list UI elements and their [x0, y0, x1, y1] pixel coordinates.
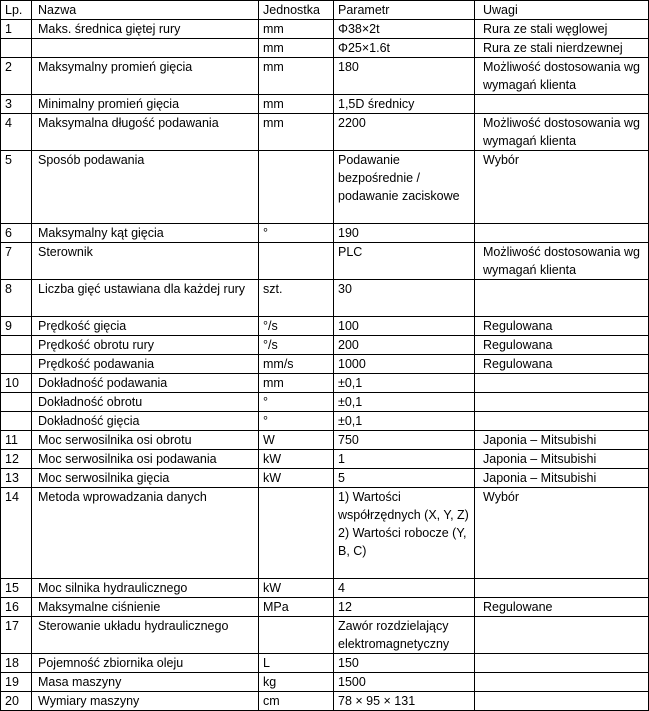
cell-param: 2200 [334, 114, 475, 151]
cell-lp: 7 [1, 243, 32, 280]
table-row [1, 488, 649, 579]
cell-note: Rura ze stali węglowej [475, 20, 649, 39]
cell-param: 30 [334, 280, 475, 317]
cell-unit: W [259, 431, 334, 450]
cell-unit: °/s [259, 317, 334, 336]
cell-lp: 3 [1, 95, 32, 114]
cell-lp: 1 [1, 20, 32, 39]
cell-note [475, 280, 649, 317]
cell-param: 1000 [334, 355, 475, 374]
cell-unit: mm/s [259, 355, 334, 374]
cell-unit: mm [259, 374, 334, 393]
table-row [1, 469, 649, 488]
cell-lp: 13 [1, 469, 32, 488]
table-header-row [1, 1, 649, 20]
param-line-1: 1) Wartości współrzędnych (X, Y, Z) [338, 490, 469, 522]
cell-unit: ° [259, 224, 334, 243]
cell-name: Maksymalne ciśnienie [32, 598, 259, 617]
cell-param: ±0,1 [334, 374, 475, 393]
cell-param: Podawanie bezpośrednie / podawanie zaciskowe [334, 151, 475, 224]
cell-name: Pojemność zbiornika oleju [32, 654, 259, 673]
cell-lp: 10 [1, 374, 32, 393]
cell-unit: °/s [259, 336, 334, 355]
cell-name: Moc silnika hydraulicznego [32, 579, 259, 598]
table-row [1, 280, 649, 317]
cell-param: Zawór rozdzielający elektromagnetyczny [334, 617, 475, 654]
cell-note [475, 95, 649, 114]
cell-param: 150 [334, 654, 475, 673]
cell-lp [1, 412, 32, 431]
cell-note: Rura ze stali nierdzewnej [475, 39, 649, 58]
header-unit: Jednostka [259, 1, 334, 20]
cell-unit: L [259, 654, 334, 673]
cell-note: Możliwość dostosowania wg wymagań klienta [475, 243, 649, 280]
cell-name: Metoda wprowadzania danych [32, 488, 259, 579]
cell-note [475, 224, 649, 243]
table-row [1, 598, 649, 617]
cell-note [475, 673, 649, 692]
cell-unit: kW [259, 579, 334, 598]
cell-param: PLC [334, 243, 475, 280]
cell-param: 78 × 95 × 131 [334, 692, 475, 711]
cell-unit [259, 243, 334, 280]
table-row [1, 654, 649, 673]
cell-param [334, 488, 475, 579]
cell-name: Maksymalny kąt gięcia [32, 224, 259, 243]
cell-param: ±0,1 [334, 412, 475, 431]
cell-name: Dokładność podawania [32, 374, 259, 393]
table-row [1, 39, 649, 58]
cell-param: 180 [334, 58, 475, 95]
table-row [1, 151, 649, 224]
cell-unit: mm [259, 114, 334, 151]
cell-unit: mm [259, 39, 334, 58]
table-row [1, 336, 649, 355]
cell-name: Masa maszyny [32, 673, 259, 692]
cell-param: ±0,1 [334, 393, 475, 412]
cell-param: 12 [334, 598, 475, 617]
cell-lp: 6 [1, 224, 32, 243]
cell-note: Regulowane [475, 598, 649, 617]
cell-lp: 17 [1, 617, 32, 654]
table-row [1, 617, 649, 654]
cell-note [475, 654, 649, 673]
cell-unit: MPa [259, 598, 334, 617]
table-row [1, 243, 649, 280]
cell-name: Liczba gięć ustawiana dla każdej rury [32, 280, 259, 317]
header-name: Nazwa [32, 1, 259, 20]
cell-name: Prędkość obrotu rury [32, 336, 259, 355]
table-row [1, 579, 649, 598]
cell-param: 1 [334, 450, 475, 469]
cell-lp [1, 336, 32, 355]
cell-lp: 20 [1, 692, 32, 711]
cell-lp: 5 [1, 151, 32, 224]
cell-note [475, 412, 649, 431]
cell-param: 750 [334, 431, 475, 450]
cell-note [475, 617, 649, 654]
cell-note: Regulowana [475, 317, 649, 336]
cell-param: 4 [334, 579, 475, 598]
param-line-2: 2) Wartości robocze (Y, B, C) [338, 526, 467, 558]
cell-name: Sposób podawania [32, 151, 259, 224]
cell-param: Φ38×2t [334, 20, 475, 39]
table-row [1, 431, 649, 450]
table-row [1, 355, 649, 374]
cell-name: Maksymalna długość podawania [32, 114, 259, 151]
cell-lp: 2 [1, 58, 32, 95]
cell-param: 5 [334, 469, 475, 488]
cell-note [475, 393, 649, 412]
cell-name: Wymiary maszyny [32, 692, 259, 711]
cell-name: Dokładność obrotu [32, 393, 259, 412]
cell-note: Wybór [475, 151, 649, 224]
table-row [1, 673, 649, 692]
cell-lp [1, 393, 32, 412]
cell-lp: 19 [1, 673, 32, 692]
table-row [1, 692, 649, 711]
cell-name: Dokładność gięcia [32, 412, 259, 431]
cell-lp: 9 [1, 317, 32, 336]
cell-lp: 18 [1, 654, 32, 673]
cell-unit: mm [259, 58, 334, 95]
cell-name: Moc serwosilnika gięcia [32, 469, 259, 488]
cell-unit [259, 151, 334, 224]
table-row [1, 58, 649, 95]
cell-unit [259, 617, 334, 654]
cell-name: Sterownik [32, 243, 259, 280]
cell-note [475, 374, 649, 393]
cell-lp: 16 [1, 598, 32, 617]
cell-name: Prędkość gięcia [32, 317, 259, 336]
cell-lp: 12 [1, 450, 32, 469]
cell-lp: 15 [1, 579, 32, 598]
table-row [1, 20, 649, 39]
cell-unit: cm [259, 692, 334, 711]
cell-param: 190 [334, 224, 475, 243]
cell-name: Moc serwosilnika osi obrotu [32, 431, 259, 450]
cell-name: Minimalny promień gięcia [32, 95, 259, 114]
cell-lp [1, 39, 32, 58]
cell-unit: kW [259, 469, 334, 488]
cell-param: Φ25×1.6t [334, 39, 475, 58]
table-row [1, 374, 649, 393]
cell-param: 200 [334, 336, 475, 355]
table-row [1, 95, 649, 114]
header-lp: Lp. [1, 1, 32, 20]
cell-lp: 14 [1, 488, 32, 579]
cell-param: 1,5D średnicy [334, 95, 475, 114]
cell-note: Japonia – Mitsubishi [475, 469, 649, 488]
cell-name: Maksymalny promień gięcia [32, 58, 259, 95]
table-row [1, 450, 649, 469]
cell-lp: 8 [1, 280, 32, 317]
cell-unit [259, 488, 334, 579]
table-row [1, 317, 649, 336]
cell-note: Regulowana [475, 336, 649, 355]
cell-name [32, 39, 259, 58]
cell-note [475, 579, 649, 598]
cell-param: 100 [334, 317, 475, 336]
cell-note: Japonia – Mitsubishi [475, 431, 649, 450]
cell-note: Wybór [475, 488, 649, 579]
cell-unit: kg [259, 673, 334, 692]
cell-note [475, 692, 649, 711]
cell-unit: ° [259, 393, 334, 412]
cell-unit: ° [259, 412, 334, 431]
cell-note: Możliwość dostosowania wg wymagań klienta [475, 58, 649, 95]
table-row [1, 114, 649, 151]
cell-note: Japonia – Mitsubishi [475, 450, 649, 469]
cell-note: Możliwość dostosowania wg wymagań klienta [475, 114, 649, 151]
cell-note: Regulowana [475, 355, 649, 374]
table-row [1, 224, 649, 243]
table-row [1, 393, 649, 412]
cell-unit: kW [259, 450, 334, 469]
header-param: Parametr [334, 1, 475, 20]
table-row [1, 412, 649, 431]
cell-lp: 11 [1, 431, 32, 450]
cell-param: 1500 [334, 673, 475, 692]
cell-name: Sterowanie układu hydraulicznego [32, 617, 259, 654]
cell-lp: 4 [1, 114, 32, 151]
cell-lp [1, 355, 32, 374]
cell-unit: mm [259, 95, 334, 114]
cell-name: Prędkość podawania [32, 355, 259, 374]
header-note: Uwagi [475, 1, 649, 20]
cell-unit: mm [259, 20, 334, 39]
cell-name: Maks. średnica giętej rury [32, 20, 259, 39]
cell-unit: szt. [259, 280, 334, 317]
cell-name: Moc serwosilnika osi podawania [32, 450, 259, 469]
